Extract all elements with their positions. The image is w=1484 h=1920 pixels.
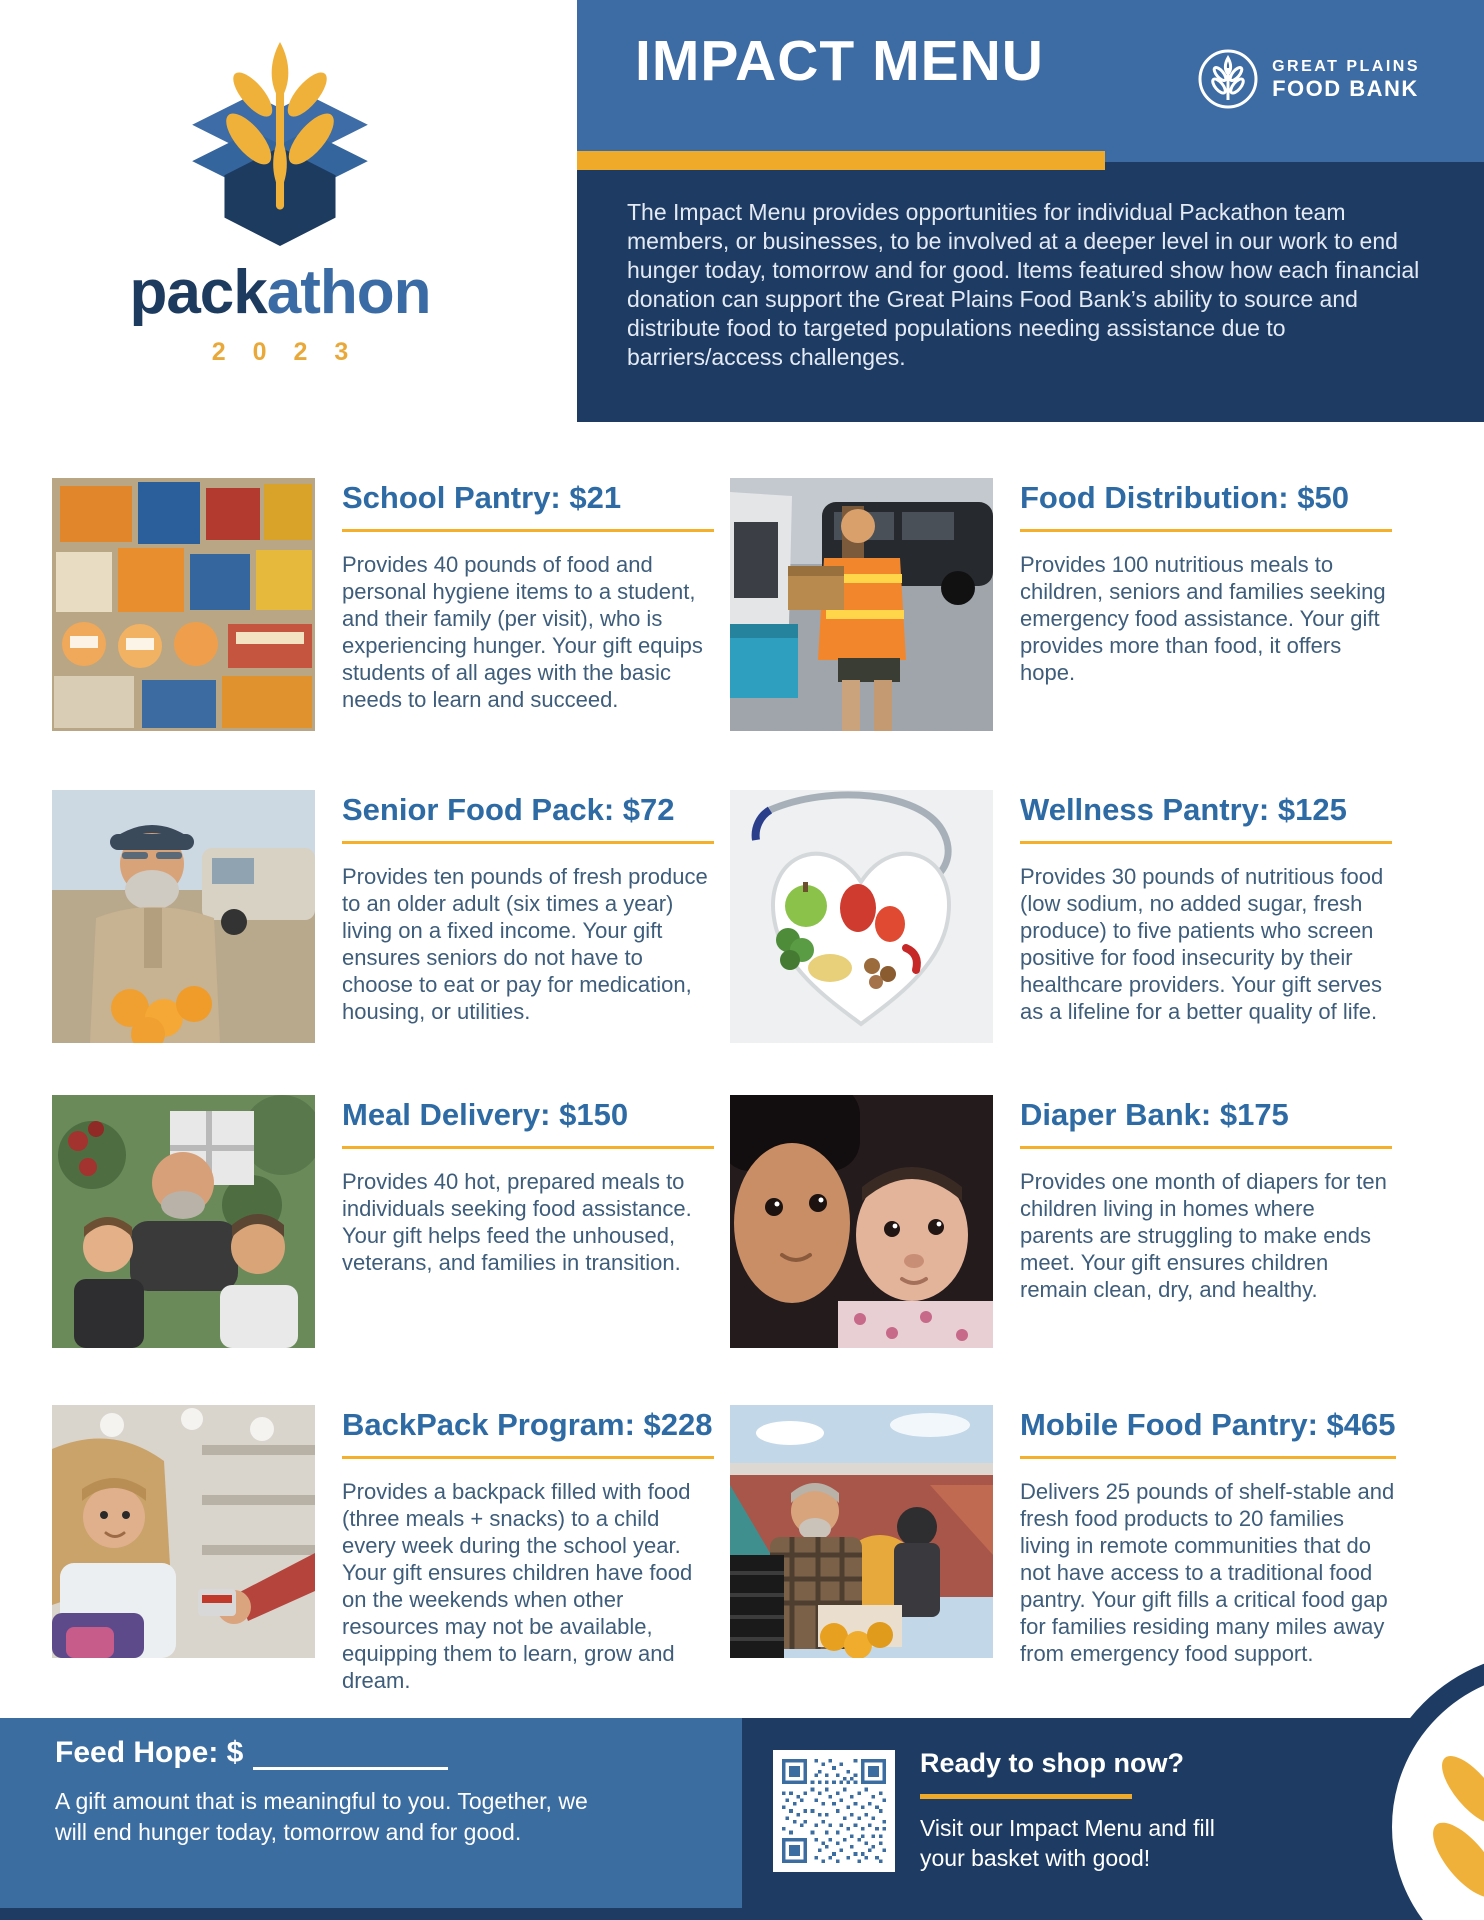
packathon-box-wheat-icon: [184, 38, 376, 252]
packathon-logo: [45, 38, 515, 367]
backpack-program-photo: [52, 1405, 315, 1658]
card-underline: [342, 1146, 714, 1149]
wheat-icon: [1410, 1712, 1484, 1920]
meal-delivery-photo: [52, 1095, 315, 1348]
card-title: Diaper Bank: $175: [1020, 1097, 1289, 1132]
card-description: Provides 40 pounds of food and personal hygiene items to a student, and their family (per visit), who is experiencing hunger. Your gift equips students of all ages with the basic needs to learn and succeed.: [342, 552, 703, 712]
gold-accent-bar: [577, 151, 1105, 170]
card-underline: [342, 841, 714, 844]
corner-wheat-circle: [1372, 1652, 1484, 1920]
card-underline: [342, 1456, 714, 1459]
card-title: Wellness Pantry: $125: [1020, 792, 1347, 827]
page-title: IMPACT MENU: [635, 29, 1044, 93]
wordmark-pack: pack: [129, 258, 267, 327]
diaper-bank-photo: [730, 1095, 993, 1348]
card-description: Delivers 25 pounds of shelf-stable and fresh food products to 20 families living in remote communities that do not have access to a traditional food pantry. Your gift fills a critical food gap for families residing many miles away from emergency food support.: [1020, 1479, 1395, 1666]
card-description: Provides ten pounds of fresh produce to an older adult (six times a year) living on a fixed income. Your gift ensures seniors do not have to choose to eat or pay for medication, housing, or utilities.: [342, 864, 708, 1024]
wellness-pantry-photo: [730, 790, 993, 1043]
great-plains-food-bank-logo: [1197, 48, 1420, 110]
ready-to-shop-text: Visit our Impact Menu and fill your basket with good!: [920, 1815, 1215, 1871]
packathon-year: 2023: [211, 338, 376, 366]
card-mobile-food-pantry: [730, 1405, 1396, 1667]
ready-to-shop-block: [920, 1748, 1250, 1873]
card-diaper-bank: [730, 1095, 1392, 1348]
card-description: Provides one month of diapers for ten children living in homes where parents are struggling to make ends meet. Your gift ensures children remain clean, dry, and healthy.: [1020, 1169, 1387, 1302]
senior-food-pack-photo: [52, 790, 315, 1043]
card-meal-delivery: [52, 1095, 714, 1348]
card-food-distribution: [730, 478, 1392, 731]
feed-hope-panel: [0, 1718, 742, 1908]
header-intro-panel: [577, 162, 1484, 422]
card-underline: [1020, 841, 1392, 844]
food-distribution-photo: [730, 478, 993, 731]
header-band: [577, 0, 1484, 162]
card-description: Provides 100 nutritious meals to children, seniors and families seeking emergency food assistance. Your gift provides more than food, it offers hope.: [1020, 552, 1386, 685]
wheat-circle-icon: [1197, 48, 1259, 110]
card-description: Provides 30 pounds of nutritious food (low sodium, no added sugar, fresh produce) to five patients who screen positive for food insecurity by their healthcare providers. Your gift serves as a lifeline for a better quality of life.: [1020, 864, 1384, 1024]
org-name-line2: FOOD BANK: [1272, 75, 1419, 101]
card-underline: [1020, 1146, 1392, 1149]
footer: [0, 1718, 1484, 1920]
card-school-pantry: [52, 478, 714, 731]
card-title: Food Distribution: $50: [1020, 480, 1349, 515]
feed-hope-label: Feed Hope: $: [55, 1736, 244, 1769]
card-title: Meal Delivery: $150: [342, 1097, 629, 1132]
mobile-food-pantry-photo: [730, 1405, 993, 1658]
card-description: Provides a backpack filled with food (three meals + snacks) to a child every week during the school year. Your gift ensures children have food on the weekends when other resources may not be available, equipping them to learn, grow and dream.: [342, 1479, 693, 1693]
feed-hope-amount-blank: [253, 1737, 448, 1770]
gold-underline: [920, 1794, 1132, 1799]
header: [577, 0, 1484, 422]
feed-hope-text: A gift amount that is meaningful to you. Together, we will end hunger today, tomorrow and for good.: [55, 1788, 588, 1845]
card-title: BackPack Program: $228: [342, 1407, 713, 1442]
card-underline: [342, 529, 714, 532]
org-name-line1: GREAT PLAINS: [1272, 57, 1420, 75]
card-underline: [1020, 1456, 1396, 1459]
packathon-wordmark: [45, 258, 515, 327]
card-description: Provides 40 hot, prepared meals to individuals seeking food assistance. Your gift helps feed the unhoused, veterans, and families in transition.: [342, 1169, 692, 1275]
school-pantry-photo: [52, 478, 315, 731]
ready-to-shop-heading: Ready to shop now?: [920, 1748, 1185, 1778]
card-title: School Pantry: $21: [342, 480, 622, 515]
card-wellness-pantry: [730, 790, 1392, 1043]
card-backpack-program: [52, 1405, 714, 1694]
card-underline: [1020, 529, 1392, 532]
wordmark-athon: athon: [266, 258, 431, 327]
card-title: Senior Food Pack: $72: [342, 792, 675, 827]
qr-code: [773, 1750, 895, 1872]
card-title: Mobile Food Pantry: $465: [1020, 1407, 1396, 1442]
intro-paragraph: The Impact Menu provides opportunities for individual Packathon team members, or businesses, to be involved at a deeper level in our work to end hunger today, tomorrow and for good. Items featured show how each financial donation can support the Great Plains Food Bank’s ability to source and distribute food to targeted populations needing assistance due to barriers/access challenges.: [627, 199, 1420, 370]
card-senior-food-pack: [52, 790, 714, 1043]
